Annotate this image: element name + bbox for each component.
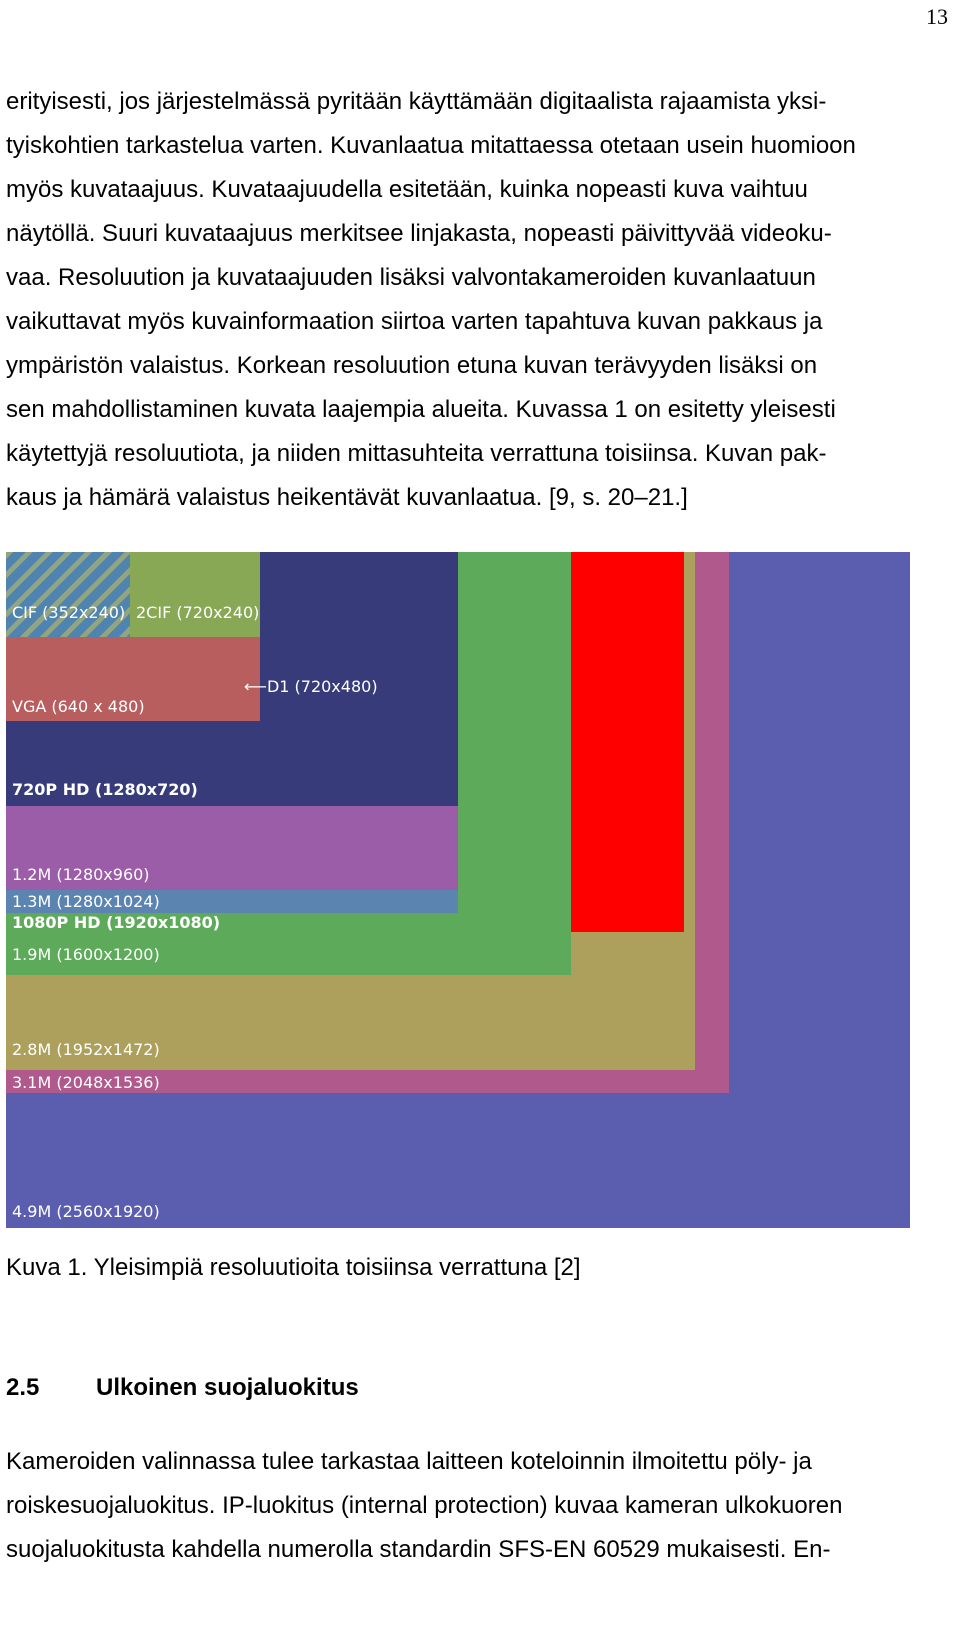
paragraph-line: tyiskohtien tarkastelua varten. Kuvanlaatua mitattaessa otetaan usein huomioon [6,132,856,159]
resolution-label: CIF (352x240) [12,603,126,622]
resolution-rect [6,552,130,637]
resolution-label: ⟵D1 (720x480) [244,677,378,696]
resolution-label: 1.9M (1600x1200) [12,945,160,964]
resolution-label: 1080P HD (1920x1080) [12,913,221,932]
paragraph-line: näytöllä. Suuri kuvataajuus merkitsee linjakasta, nopeasti päivittyvää videoku- [6,220,832,247]
resolution-label: 3.1M (2048x1536) [12,1073,160,1092]
paragraph-line: ympäristön valaistus. Korkean resoluution etuna kuvan terävyyden lisäksi on [6,352,818,379]
resolution-label: 720P HD (1280x720) [12,780,198,799]
resolution-label: 4.9M (2560x1920) [12,1202,160,1221]
resolution-label: VGA (640 x 480) [12,697,145,716]
paragraph-line: erityisesti, jos järjestelmässä pyritään käyttämään digitaalista rajaamista yksi- [6,88,827,115]
resolution-label: 2.8M (1952x1472) [12,1040,160,1059]
paragraph-line: myös kuvataajuus. Kuvataajuudella esitetään, kuinka nopeasti kuva vaihtuu [6,176,808,203]
section-heading [6,1374,359,1402]
paragraph-line: Kameroiden valinnassa tulee tarkastaa laitteen koteloinnin ilmoitettu pöly- ja [6,1448,812,1475]
paragraph-line: kaus ja hämärä valaistus heikentävät kuvanlaatua. [9, s. 20–21.] [6,484,688,511]
resolution-label: 1.2M (1280x960) [12,865,150,884]
section-title: Ulkoinen suojaluokitus [96,1374,359,1401]
figure-caption: Kuva 1. Yleisimpiä resoluutioita toisiinsa verrattuna [2] [6,1254,581,1281]
paragraph-line: sen mahdollistaminen kuvata laajempia alueita. Kuvassa 1 on esitetty yleisesti [6,396,836,423]
resolution-label: 2CIF (720x240) [136,603,260,622]
resolution-comparison-figure [6,552,910,1228]
resolution-label: 1.3M (1280x1024) [12,892,160,911]
paragraph-line: käytettyjä resoluutiota, ja niiden mittasuhteita verrattuna toisiinsa. Kuvan pak- [6,440,827,467]
paragraph-line: roiskesuojaluokitus. IP-luokitus (internal protection) kuvaa kameran ulkokuoren [6,1492,843,1519]
paragraph-line: suojaluokitusta kahdella numerolla standardin SFS-EN 60529 mukaisesti. En- [6,1536,831,1563]
page-number: 13 [926,4,948,29]
paragraph-line: vaa. Resoluution ja kuvataajuuden lisäksi valvontakameroiden kuvanlaatuun [6,264,816,291]
paragraph-line: vaikuttavat myös kuvainformaation siirtoa varten tapahtuva kuvan pakkaus ja [6,308,823,335]
body-paragraph-1 [6,80,910,520]
body-paragraph-2 [6,1440,910,1572]
section-number: 2.5 [6,1374,40,1401]
